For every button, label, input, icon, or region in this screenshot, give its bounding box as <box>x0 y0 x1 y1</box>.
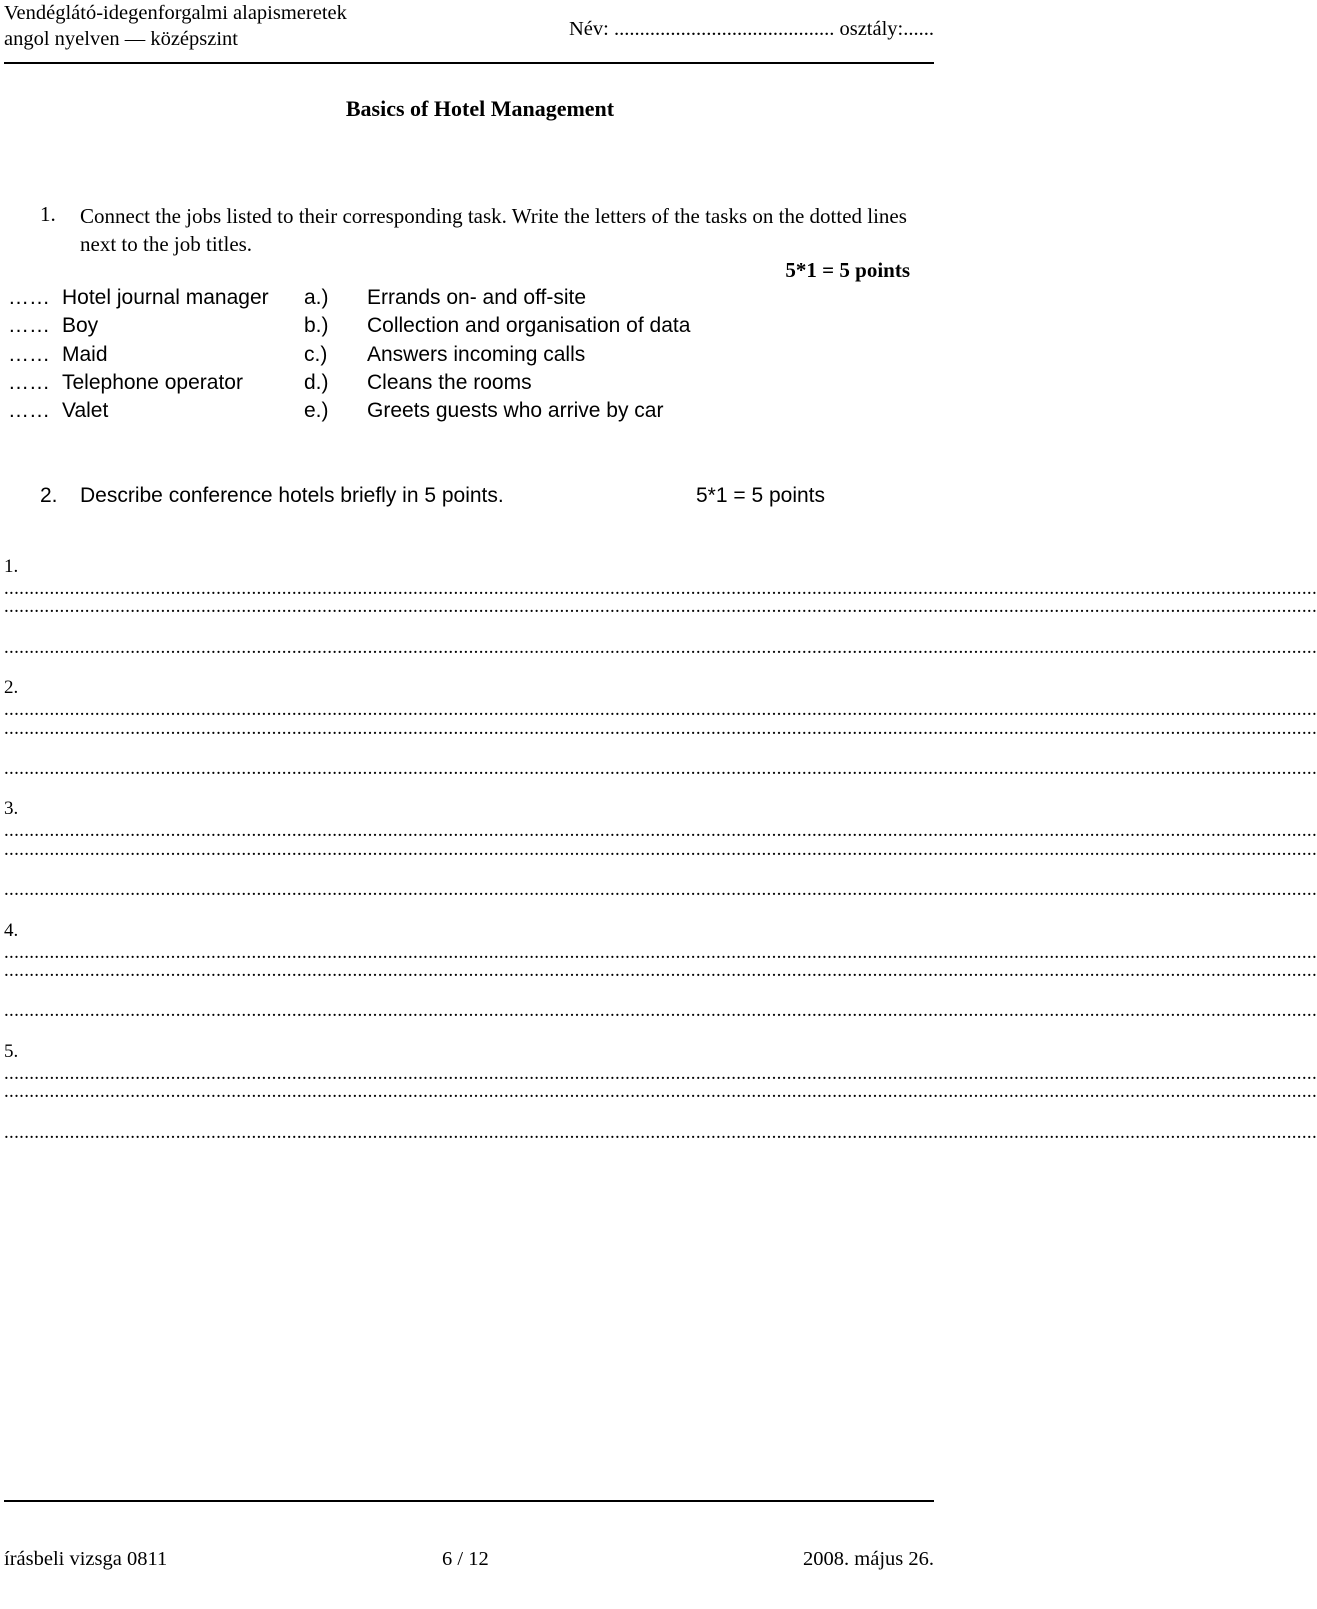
answer-number: 3. <box>4 798 19 820</box>
task-letter: b.) <box>304 314 329 338</box>
exam-subject-line2: angol nyelven — középszint <box>4 28 238 50</box>
dotted-line: .................................................................................................................................................................................................................................................................... <box>4 596 1317 618</box>
dotted-line: .................................................................................................................................................................................................................................................................... <box>4 941 1317 963</box>
answer-line[interactable] <box>4 838 1317 863</box>
task-description: Collection and organisation of data <box>367 314 691 338</box>
task-description: Errands on- and off-site <box>367 286 587 309</box>
answer-line[interactable] <box>4 919 1317 963</box>
dotted-line: .................................................................................................................................................................................................................................................................... <box>4 820 1317 842</box>
matching-row <box>0 371 960 399</box>
answer-line[interactable] <box>4 798 1317 842</box>
matching-row <box>0 343 960 371</box>
task-letter: d.) <box>304 370 329 394</box>
matching-row <box>0 286 960 314</box>
exam-subject <box>4 0 347 52</box>
dotted-line: .................................................................................................................................................................................................................................................................... <box>4 960 1317 981</box>
dotted-line: .................................................................................................................................................................................................................................................................... <box>4 578 1317 599</box>
answer-line[interactable] <box>4 717 1317 742</box>
page-title: Basics of Hotel Management <box>345 96 615 121</box>
task-description: Cleans the rooms <box>367 370 532 394</box>
job-title: Telephone operator <box>62 370 243 394</box>
answer-line[interactable] <box>4 677 1317 721</box>
question1-points: 5*1 = 5 points <box>785 258 910 282</box>
matching-row <box>0 314 960 342</box>
task-description: Answers incoming calls <box>367 342 586 366</box>
exam-date: 2008. május 26. <box>803 1548 934 1570</box>
dotted-line: .................................................................................................................................................................................................................................................................... <box>4 1081 1317 1103</box>
page-number: 6 / 12 <box>442 1548 489 1570</box>
answer-number: 5. <box>4 1040 19 1062</box>
dotted-line: .................................................................................................................................................................................................................................................................... <box>4 758 1317 779</box>
answer-blank[interactable]: …… <box>8 399 50 423</box>
dotted-line: .................................................................................................................................................................................................................................................................... <box>4 838 1317 860</box>
question2-points: 5*1 = 5 points <box>696 484 826 507</box>
answer-blank[interactable]: …… <box>8 370 50 394</box>
dotted-line: .................................................................................................................................................................................................................................................................... <box>4 636 1317 658</box>
answer-line[interactable] <box>4 758 1317 782</box>
answer-line[interactable] <box>4 1000 1317 1024</box>
header-divider <box>4 62 934 64</box>
job-title: Hotel journal manager <box>62 286 269 309</box>
dotted-line: .................................................................................................................................................................................................................................................................... <box>4 879 1317 901</box>
answer-blank[interactable]: …… <box>8 342 50 366</box>
matching-row <box>0 399 960 427</box>
answer-line[interactable] <box>4 556 1317 599</box>
answer-number: 4. <box>4 919 19 941</box>
answer-line[interactable] <box>4 1081 1317 1105</box>
task-letter: a.) <box>304 286 329 309</box>
question2-instruction: Describe conference hotels briefly in 5 points. <box>80 484 504 507</box>
answer-line[interactable] <box>4 596 1317 620</box>
job-title: Boy <box>62 314 99 338</box>
answer-line[interactable] <box>4 879 1317 903</box>
job-title: Maid <box>62 342 108 366</box>
answer-number: 1. <box>4 556 19 577</box>
answer-blank[interactable]: …… <box>8 286 50 309</box>
answer-line[interactable] <box>4 960 1317 984</box>
answer-blank[interactable]: …… <box>8 314 50 338</box>
footer-divider <box>4 1500 934 1502</box>
answer-line[interactable] <box>4 1121 1317 1146</box>
question2-number: 2. <box>40 484 58 507</box>
dotted-line: .................................................................................................................................................................................................................................................................... <box>4 717 1317 739</box>
answer-number: 2. <box>4 677 19 699</box>
task-letter: c.) <box>304 342 328 366</box>
exam-code: írásbeli vizsga 0811 <box>4 1548 168 1570</box>
answer-line[interactable] <box>4 1040 1317 1084</box>
task-description: Greets guests who arrive by car <box>367 399 664 423</box>
job-title: Valet <box>62 399 109 423</box>
dotted-line: .................................................................................................................................................................................................................................................................... <box>4 1121 1317 1143</box>
exam-subject-line1: Vendéglátó-idegenforgalmi alapismeretek <box>4 2 347 24</box>
dotted-line: .................................................................................................................................................................................................................................................................... <box>4 1000 1317 1022</box>
answer-line[interactable] <box>4 636 1317 661</box>
name-class-field: Név: ........................................... osztály:...... <box>569 18 934 40</box>
dotted-line: .................................................................................................................................................................................................................................................................... <box>4 699 1317 721</box>
task-letter: e.) <box>304 399 329 423</box>
dotted-line: .................................................................................................................................................................................................................................................................... <box>4 1062 1317 1084</box>
question1-instruction: Connect the jobs listed to their corresponding task. Write the letters of the tasks on the dotted lines next to the job titles. <box>80 204 907 256</box>
question1-number: 1. <box>40 202 56 226</box>
